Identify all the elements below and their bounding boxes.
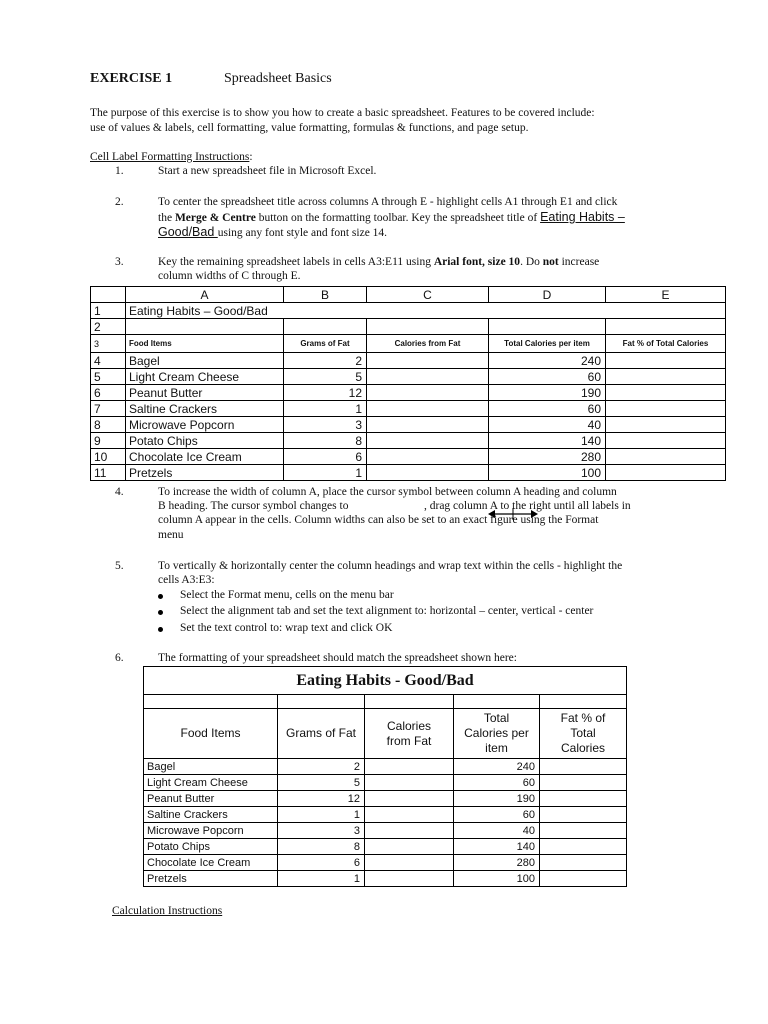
row-number: 11	[91, 465, 126, 481]
grid-cell	[367, 465, 489, 481]
fat-cell: 6	[278, 855, 365, 871]
step-2-l3b: using any font style and font size 14.	[217, 227, 388, 239]
food-item-cell: Bagel	[144, 759, 278, 775]
row-number: 1	[91, 303, 126, 319]
col-letter: C	[367, 287, 489, 303]
grid-data-row	[91, 353, 726, 369]
bullet-icon	[158, 610, 163, 615]
total-cell: 60	[454, 807, 540, 823]
step-6-text: The formatting of your spreadsheet should match the spreadsheet shown here:	[158, 652, 517, 664]
fat-cell: 5	[284, 369, 367, 385]
header-text: Fat % of	[560, 711, 606, 725]
food-item-cell: Microwave Popcorn	[144, 823, 278, 839]
total-cell: 100	[454, 871, 540, 887]
grid-header-cell: Food Items	[126, 335, 284, 353]
bullet-item: Select the alignment tab and set the text alignment to: horizontal – center, vertical - center	[180, 605, 594, 617]
formatted-cell	[365, 855, 454, 871]
step-4-line-4: menu	[158, 529, 184, 541]
total-cell: 60	[489, 369, 606, 385]
fat-cell: 5	[278, 775, 365, 791]
food-item-cell: Saltine Crackers	[144, 807, 278, 823]
col-letter: D	[489, 287, 606, 303]
step-4-line-2a: B heading. The cursor symbol changes to	[158, 500, 349, 512]
step-3-l1e: increase	[558, 256, 600, 268]
formatted-cell	[540, 791, 627, 807]
formatted-data-row	[144, 775, 627, 791]
total-cell: 240	[454, 759, 540, 775]
total-cell: 240	[489, 353, 606, 369]
exercise-subtitle: Spreadsheet Basics	[224, 71, 332, 86]
formatted-data-row	[144, 807, 627, 823]
grid-row	[91, 319, 726, 335]
step-3-line-1	[158, 256, 599, 268]
total-cell: 190	[489, 385, 606, 401]
grid-data-row	[91, 385, 726, 401]
food-item-cell: Pretzels	[144, 871, 278, 887]
formatted-cell	[365, 791, 454, 807]
fat-cell: 12	[278, 791, 365, 807]
header-text: Total	[570, 726, 596, 740]
eating-habits-text: Eating Habits –	[540, 210, 625, 224]
total-cell: 40	[489, 417, 606, 433]
row-number: 5	[91, 369, 126, 385]
fat-cell: 1	[278, 871, 365, 887]
total-cell: 140	[454, 839, 540, 855]
step-1-text: Start a new spreadsheet file in Microsoft Excel.	[158, 165, 377, 177]
row-number: 4	[91, 353, 126, 369]
food-item-cell: Peanut Butter	[144, 791, 278, 807]
formatted-title-row	[144, 667, 627, 695]
row-number: 2	[91, 319, 126, 335]
spreadsheet-grid	[90, 286, 726, 481]
formatted-data-row	[144, 855, 627, 871]
step-5-line-2: cells A3:E3:	[158, 574, 215, 586]
grid-cell	[367, 319, 489, 335]
grid-header-cell: Calories from Fat	[367, 335, 489, 353]
fat-cell: 6	[284, 449, 367, 465]
grid-data-row	[91, 433, 726, 449]
grid-cell	[606, 433, 726, 449]
row-number: 8	[91, 417, 126, 433]
grid-cell	[367, 433, 489, 449]
step-2-number: 2.	[115, 196, 124, 208]
formatted-data-row	[144, 839, 627, 855]
total-cell: 60	[489, 401, 606, 417]
header-text: Calories	[386, 718, 431, 733]
step-6-number: 6.	[115, 652, 124, 664]
fat-cell: 1	[284, 465, 367, 481]
total-cell: 100	[489, 465, 606, 481]
formatted-header-cell	[454, 709, 540, 759]
formatted-cell	[454, 695, 540, 709]
formatted-data-row	[144, 871, 627, 887]
not-text: not	[542, 256, 559, 268]
formatted-header-cell	[278, 709, 365, 759]
grid-row	[91, 303, 726, 319]
formatted-blank-row	[144, 695, 627, 709]
row-number: 3	[91, 335, 126, 353]
grid-cell	[367, 353, 489, 369]
formatted-data-row	[144, 823, 627, 839]
section-heading-text: Cell Label Formatting Instructions	[90, 151, 250, 163]
formatted-data-row	[144, 791, 627, 807]
fat-cell: 12	[284, 385, 367, 401]
grid-header-cell: Total Calories per item	[489, 335, 606, 353]
grid-data-row	[91, 465, 726, 481]
food-item-cell: Potato Chips	[126, 433, 284, 449]
food-item-cell: Chocolate Ice Cream	[144, 855, 278, 871]
formatted-cell	[540, 823, 627, 839]
col-letter: A	[126, 287, 284, 303]
food-item-cell: Bagel	[126, 353, 284, 369]
step-2-line-1: To center the spreadsheet title across columns A through E - highlight cells A1 through E1 and click	[158, 196, 618, 208]
grid-cell	[367, 401, 489, 417]
corner-cell	[91, 287, 126, 303]
step-4-number: 4.	[115, 486, 124, 498]
grid-cell	[606, 417, 726, 433]
formatted-cell	[540, 871, 627, 887]
formatted-cell	[540, 855, 627, 871]
step-3-line-2: column widths of C through E.	[158, 270, 301, 282]
grid-cell	[284, 319, 367, 335]
formatted-cell	[144, 695, 278, 709]
section-heading-calculation: Calculation Instructions	[112, 905, 223, 917]
formatted-header-cell	[540, 709, 627, 759]
total-cell: 280	[489, 449, 606, 465]
row-number: 9	[91, 433, 126, 449]
good-bad-text: Good/Bad	[158, 225, 218, 239]
merge-centre-text: Merge & Centre	[174, 212, 256, 224]
fat-cell: 3	[278, 823, 365, 839]
grid-cell	[606, 319, 726, 335]
grid-header-cell: Grams of Fat	[284, 335, 367, 353]
col-letter: B	[284, 287, 367, 303]
formatted-cell	[540, 695, 627, 709]
header-text: Grams of Fat	[285, 726, 356, 740]
total-cell: 190	[454, 791, 540, 807]
grid-data-row	[91, 369, 726, 385]
formatted-cell	[365, 823, 454, 839]
section-heading-colon: :	[249, 151, 253, 163]
grid-data-row	[91, 417, 726, 433]
exercise-title: EXERCISE 1	[90, 71, 173, 86]
grid-cell	[606, 465, 726, 481]
intro-line-2: use of values & labels, cell formatting, value formatting, formulas & functions, and page setup.	[90, 122, 529, 134]
fat-cell: 2	[278, 759, 365, 775]
fat-cell: 8	[278, 839, 365, 855]
step-5-number: 5.	[115, 560, 124, 572]
section-heading-cell-label	[90, 151, 253, 163]
grid-cell	[126, 319, 284, 335]
header-text: Calories per	[464, 726, 529, 740]
step-1-number: 1.	[115, 165, 124, 177]
bullet-icon	[158, 594, 163, 599]
total-cell: 40	[454, 823, 540, 839]
step-5-line-1: To vertically & horizontally center the column headings and wrap text within the cells - highlight the	[158, 560, 623, 572]
total-cell: 280	[454, 855, 540, 871]
fat-cell: 1	[284, 401, 367, 417]
formatted-spreadsheet	[143, 666, 627, 887]
header-text: from Fat	[386, 733, 432, 748]
food-item-cell: Chocolate Ice Cream	[126, 449, 284, 465]
grid-data-row	[91, 401, 726, 417]
grid-cell	[367, 369, 489, 385]
intro-line-1: The purpose of this exercise is to show you how to create a basic spreadsheet. Features to be covered include:	[90, 107, 595, 119]
total-cell: 60	[454, 775, 540, 791]
header-text: item	[485, 741, 508, 755]
formatted-title: Eating Habits - Good/Bad	[144, 667, 627, 695]
step-3-number: 3.	[115, 256, 124, 268]
formatted-header-cell	[144, 709, 278, 759]
step-4-line-2b: , drag column A to the right until all labels in	[424, 500, 631, 512]
row-number: 10	[91, 449, 126, 465]
formatted-header-row	[144, 709, 627, 759]
grid-cell	[606, 449, 726, 465]
step-3-l1a: Key the remaining spreadsheet labels in cells A3:E11 using	[158, 256, 434, 268]
grid-cell	[367, 417, 489, 433]
bullet-item: Set the text control to: wrap text and click OK	[180, 622, 393, 634]
col-letter: E	[606, 287, 726, 303]
grid-cell	[367, 449, 489, 465]
row-number: 7	[91, 401, 126, 417]
total-cell: 140	[489, 433, 606, 449]
formatted-cell	[540, 839, 627, 855]
header-text: Calories	[560, 741, 605, 755]
grid-cell	[606, 353, 726, 369]
formatted-cell	[365, 871, 454, 887]
formatted-cell	[365, 695, 454, 709]
header-text: Food Items	[180, 726, 241, 740]
grid-cell	[606, 385, 726, 401]
bullet-icon	[158, 627, 163, 632]
arial-font-text: Arial font, size 10	[433, 256, 521, 268]
step-4-line-3: column A appear in the cells. Column widths can also be set to an exact figure using the Format	[158, 514, 599, 526]
formatted-cell	[540, 759, 627, 775]
step-4-line-1: To increase the width of column A, place the cursor symbol between column A heading and column	[158, 486, 617, 498]
grid-header-row	[91, 335, 726, 353]
formatted-cell	[365, 759, 454, 775]
formatted-cell	[365, 807, 454, 823]
grid-cell	[606, 369, 726, 385]
grid-cell	[606, 401, 726, 417]
step-2-line-2	[158, 210, 625, 224]
grid-data-row	[91, 449, 726, 465]
food-item-cell: Microwave Popcorn	[126, 417, 284, 433]
fat-cell: 2	[284, 353, 367, 369]
grid-title-cell: Eating Habits – Good/Bad	[126, 303, 726, 319]
header-text: Total	[483, 711, 510, 725]
column-letter-row	[91, 287, 726, 303]
fat-cell: 3	[284, 417, 367, 433]
fat-cell: 1	[278, 807, 365, 823]
food-item-cell: Light Cream Cheese	[144, 775, 278, 791]
step-2-l2c: button on the formatting toolbar. Key the spreadsheet title of	[255, 212, 541, 224]
formatted-header-cell	[365, 709, 454, 759]
grid-cell	[489, 319, 606, 335]
grid-header-cell: Fat % of Total Calories	[606, 335, 726, 353]
formatted-cell	[365, 775, 454, 791]
formatted-cell	[278, 695, 365, 709]
step-2-l2a: the	[158, 212, 175, 224]
formatted-cell	[365, 839, 454, 855]
formatted-cell	[540, 775, 627, 791]
row-number: 6	[91, 385, 126, 401]
fat-cell: 8	[284, 433, 367, 449]
formatted-cell	[540, 807, 627, 823]
food-item-cell: Light Cream Cheese	[126, 369, 284, 385]
food-item-cell: Saltine Crackers	[126, 401, 284, 417]
step-3-l1c: . Do	[520, 256, 543, 268]
formatted-data-row	[144, 759, 627, 775]
food-item-cell: Pretzels	[126, 465, 284, 481]
food-item-cell: Peanut Butter	[126, 385, 284, 401]
grid-cell	[367, 385, 489, 401]
food-item-cell: Potato Chips	[144, 839, 278, 855]
bullet-item: Select the Format menu, cells on the menu bar	[180, 589, 394, 601]
step-2-line-3	[158, 225, 387, 239]
